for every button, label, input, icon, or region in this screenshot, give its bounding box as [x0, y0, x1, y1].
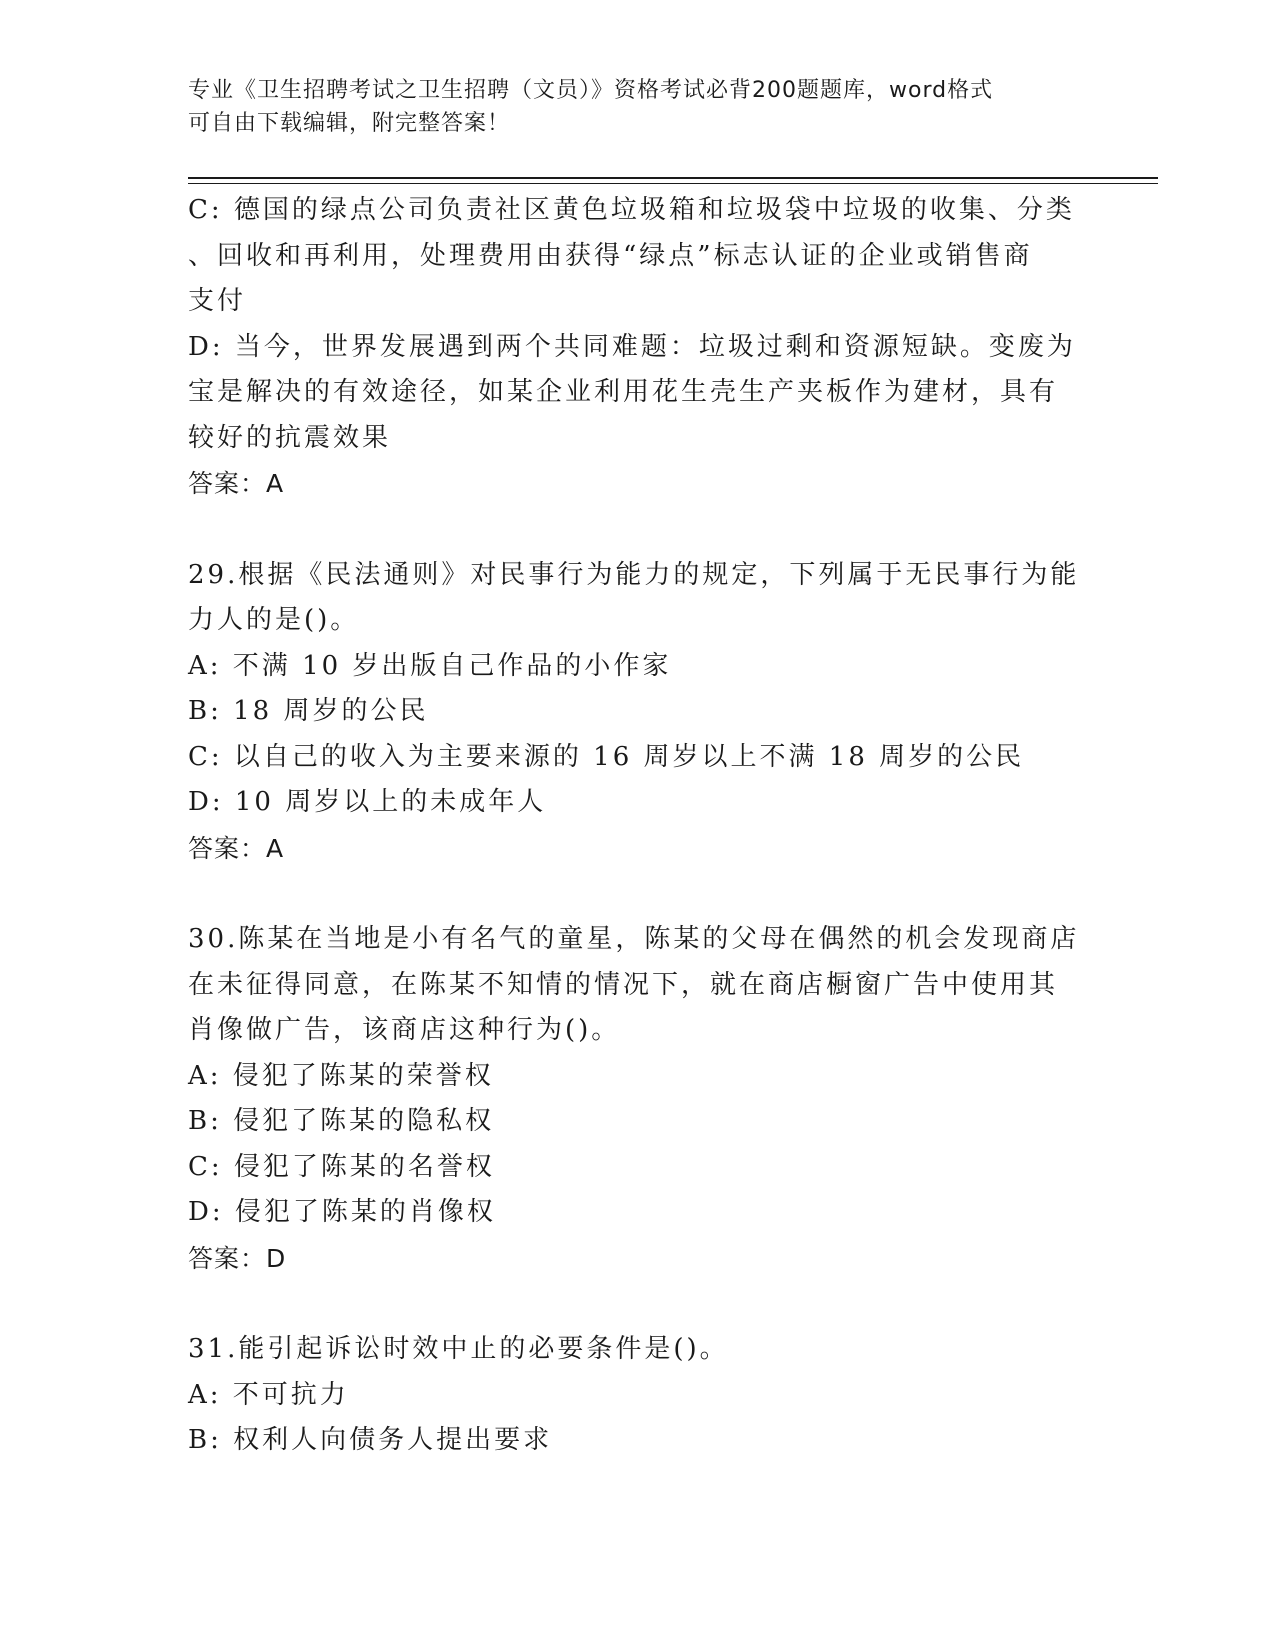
document-body [188, 188, 1088, 1464]
question-28-continued [188, 188, 1088, 507]
document-header [188, 74, 1088, 140]
option-c-line-1: C: 德国的绿点公司负责社区黄色垃圾箱和垃圾袋中垃圾的收集、分类 [188, 195, 1075, 225]
spacer [188, 507, 1088, 553]
question-30 [188, 917, 1088, 1281]
question-29-option-c: C: 以自己的收入为主要来源的 16 周岁以上不满 18 周岁的公民 [188, 741, 1025, 772]
question-31-option-b: B: 权利人向债务人提出要求 [188, 1425, 553, 1455]
question-30-option-c: C: 侵犯了陈某的名誉权 [188, 1151, 495, 1182]
question-29 [188, 553, 1088, 872]
question-31-line-1: 31.能引起诉讼时效中止的必要条件是()。 [188, 1334, 729, 1364]
question-30-option-a: A: 侵犯了陈某的荣誉权 [188, 1060, 494, 1091]
option-d-line-1: D: 当今，世界发展遇到两个共同难题：垃圾过剩和资源短缺。变废为 [188, 331, 1076, 362]
option-d-line-2: 宝是解决的有效途径，如某企业利用花生壳生产夹板作为建材，具有 [188, 377, 1059, 407]
header-line-1: 专业《卫生招聘考试之卫生招聘（文员）》资格考试必背200题题库，word格式 [188, 78, 994, 103]
question-30-line-1: 30.陈某在当地是小有名气的童星，陈某的父母在偶然的机会发现商店 [188, 924, 1080, 954]
question-30-option-d: D: 侵犯了陈某的肖像权 [188, 1197, 496, 1227]
option-d-line-3: 较好的抗震效果 [188, 422, 392, 453]
question-29-option-b: B: 18 周岁的公民 [188, 696, 429, 726]
question-31 [188, 1327, 1088, 1464]
answer-28: 答案：A [188, 469, 285, 498]
header-rule-thin [188, 183, 1158, 184]
option-c-line-3: 支付 [188, 286, 247, 316]
answer-30: 答案：D [188, 1243, 287, 1273]
spacer [188, 871, 1088, 917]
header-rule-thick [188, 177, 1158, 179]
question-31-option-a: A: 不可抗力 [188, 1379, 349, 1410]
question-29-line-1: 29.根据《民法通则》对民事行为能力的规定，下列属于无民事行为能 [188, 559, 1080, 590]
header-line-2: 可自由下载编辑，附完整答案！ [188, 111, 511, 136]
question-29-line-2: 力人的是()。 [188, 605, 360, 635]
spacer [188, 1281, 1088, 1327]
question-29-option-d: D: 10 周岁以上的未成年人 [188, 787, 547, 817]
answer-29: 答案：A [188, 833, 285, 863]
question-29-option-a: A: 不满 10 岁出版自己作品的小作家 [188, 650, 672, 681]
option-c-line-2: 、回收和再利用，处理费用由获得“绿点”标志认证的企业或销售商 [188, 240, 1033, 271]
question-30-option-b: B: 侵犯了陈某的隐私权 [188, 1106, 495, 1136]
question-30-line-3: 肖像做广告，该商店这种行为()。 [188, 1015, 621, 1045]
question-30-line-2: 在未征得同意，在陈某不知情的情况下，就在商店橱窗广告中使用其 [188, 969, 1059, 1000]
